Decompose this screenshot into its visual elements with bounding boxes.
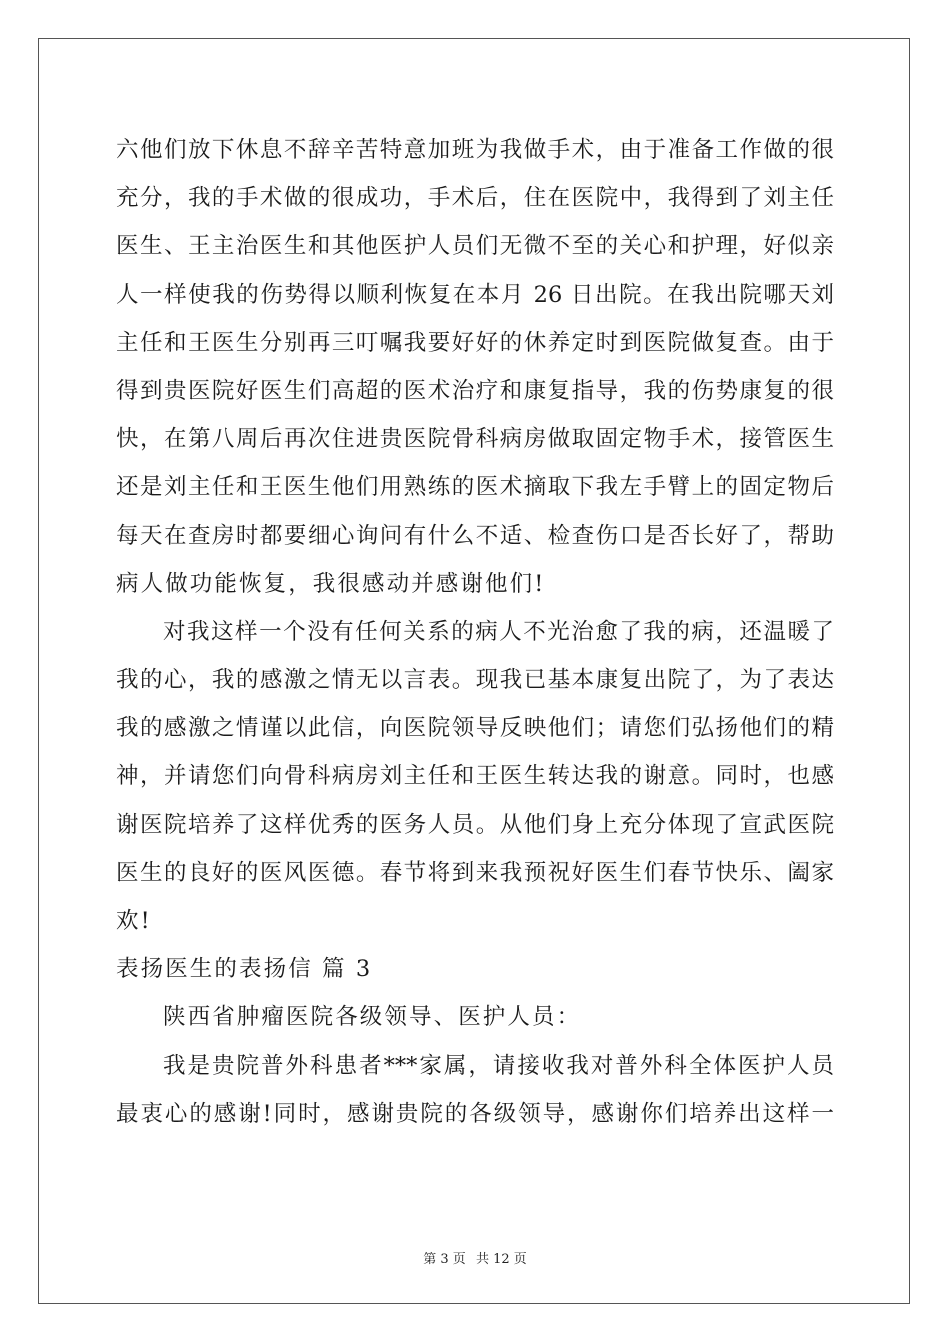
text-line: 得到贵医院好医生们高超的医术治疗和康复指导，我的伤势康复的很	[116, 377, 834, 404]
text-line: 快，在第八周后再次住进贵医院骨科病房做取固定物手术，接管医生	[116, 426, 834, 453]
text-line: 人一样使我的伤势得以顺利恢复在本月 26 日出院。在我出院哪天刘	[116, 281, 834, 308]
document-body	[116, 130, 834, 1142]
text-line: 陕西省肿瘤医院各级领导、医护人员：	[163, 1004, 582, 1031]
text-line: 对我这样一个没有任何关系的病人不光治愈了我的病，还温暖了	[163, 618, 834, 645]
text-line: 医生、王主治医生和其他医护人员们无微不至的关心和护理，好似亲	[116, 233, 834, 260]
total-pages-label: 共 12 页	[475, 1252, 527, 1267]
text-line: 神，并请您们向骨科病房刘主任和王医生转达我的谢意。同时，也感	[116, 763, 834, 790]
text-line: 医生的良好的医风医德。春节将到来我预祝好医生们春节快乐、阖家	[116, 859, 834, 886]
text-line: 最衷心的感谢!同时，感谢贵院的各级领导，感谢你们培养出这样一	[116, 1100, 834, 1127]
text-line: 病人做功能恢复，我很感动并感谢他们!	[116, 570, 546, 597]
text-line: 谢医院培养了这样优秀的医务人员。从他们身上充分体现了宣武医院	[116, 811, 834, 838]
text-line: 还是刘主任和王医生他们用熟练的医术摘取下我左手臂上的固定物后	[116, 474, 834, 501]
text-line: 每天在查房时都要细心询问有什么不适、检查伤口是否长好了，帮助	[116, 522, 834, 549]
text-line: 欢!	[116, 908, 152, 934]
text-line: 我的心，我的感激之情无以言表。现我已基本康复出院了，为了表达	[116, 667, 834, 694]
current-page-label: 第 3 页	[423, 1252, 466, 1267]
text-line: 表扬医生的表扬信 篇 3	[116, 956, 373, 983]
text-line: 充分，我的手术做的很成功，手术后，住在医院中，我得到了刘主任	[116, 185, 834, 212]
text-line: 我的感激之情谨以此信，向医院领导反映他们；请您们弘扬他们的精	[116, 715, 834, 742]
text-line: 我是贵院普外科患者***家属，请接收我对普外科全体医护人员	[163, 1052, 834, 1079]
text-line: 主任和王医生分别再三叮嘱我要好好的休养定时到医院做复查。由于	[116, 329, 834, 356]
text-line: 六他们放下休息不辞辛苦特意加班为我做手术，由于准备工作做的很	[116, 137, 834, 163]
page-footer	[0, 1248, 950, 1267]
